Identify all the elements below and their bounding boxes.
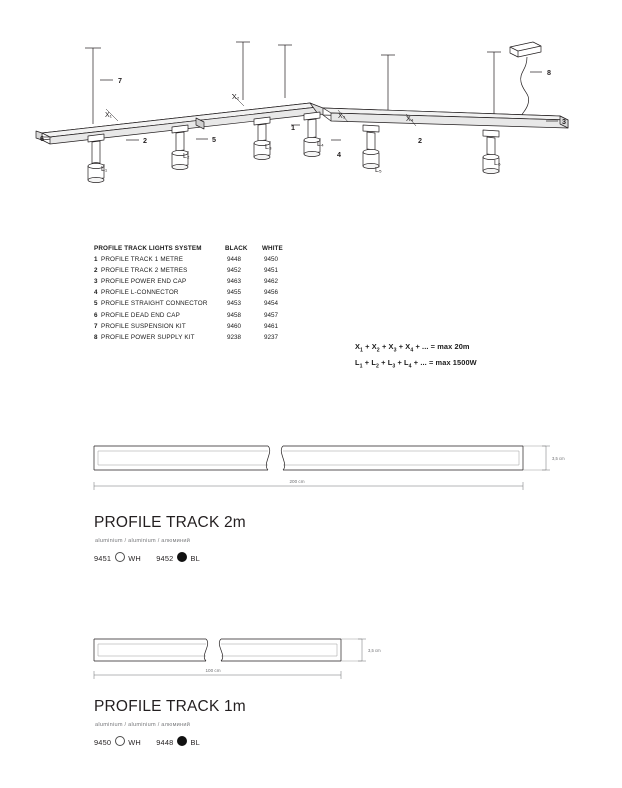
span-x3: X₃ [338, 113, 346, 120]
row-white-code: 9451 [264, 267, 279, 275]
max-power-formula: $L_1 + L_2 + L_3 + L_4$ + ... = max 1500W [355, 357, 477, 370]
callout-7: 7 [118, 76, 122, 85]
lamp-l4: L₄ [317, 141, 324, 148]
row-white-code: 9237 [264, 333, 279, 341]
row-number: 8 [94, 333, 98, 341]
label-white-2m: WH [128, 554, 141, 563]
span-x2: X₂ [232, 94, 240, 101]
limits-formulas [355, 341, 477, 373]
callout-5: 5 [212, 135, 216, 144]
max-length-formula: $X_1 + X_2 + X_3 + X_4$ + ... = max 20m [355, 342, 470, 354]
code-black-2m: 9452 [156, 554, 174, 563]
label-black-1m: BL [190, 738, 200, 747]
label-white-1m: WH [128, 738, 141, 747]
product-title-2m: PROFILE TRACK 2m [94, 514, 246, 531]
row-black-code: 9453 [227, 300, 242, 308]
swatch-white-icon [115, 552, 125, 562]
table-row [94, 310, 304, 321]
row-white-code: 9456 [264, 289, 279, 297]
callout-4: 4 [337, 150, 341, 159]
table-row [94, 254, 304, 265]
row-number: 1 [94, 256, 98, 264]
row-white-code: 9454 [264, 300, 279, 308]
swatch-white-icon [115, 736, 125, 746]
parts-table [94, 243, 304, 343]
row-number: 2 [94, 267, 98, 275]
row-white-code: 9462 [264, 278, 279, 286]
row-black-code: 9452 [227, 267, 242, 275]
code-black-1m: 9448 [156, 738, 174, 747]
code-white-2m: 9451 [94, 554, 112, 563]
dim-height-label-1m: 3,5 cm [368, 648, 381, 653]
label-black-2m: BL [190, 554, 200, 563]
swatch-black-icon [177, 552, 187, 562]
table-row [94, 332, 304, 343]
product-codes-1m [94, 736, 200, 747]
table-row [94, 321, 304, 332]
product-codes-2m [94, 552, 200, 563]
table-header-title: PROFILE TRACK LIGHTS SYSTEM [94, 245, 202, 252]
dim-length-label-2m: 200 cm [289, 479, 305, 484]
table-header-row [94, 243, 304, 254]
row-black-code: 9455 [227, 289, 242, 297]
row-black-code: 9238 [227, 333, 242, 341]
track-system-diagram [0, 0, 622, 215]
row-number: 5 [94, 300, 98, 308]
product-title-1m: PROFILE TRACK 1m [94, 698, 246, 715]
callout-2a: 2 [143, 136, 147, 145]
row-name: PROFILE POWER END CAP [101, 278, 187, 286]
row-number: 7 [94, 322, 98, 330]
callout-2b: 2 [418, 136, 422, 145]
row-white-code: 9450 [264, 256, 279, 264]
lamp-l2: L₂ [183, 153, 190, 160]
row-black-code: 9460 [227, 322, 242, 330]
callout-6: 6 [40, 134, 44, 143]
lamp-l5: L₅ [375, 167, 382, 174]
dim-length-label-1m: 100 cm [205, 668, 221, 673]
table-row [94, 265, 304, 276]
lamp-l6: L₆ [494, 160, 501, 167]
product-materials-2m: aluminium / aluminium / алюминий [95, 538, 191, 544]
row-number: 3 [94, 278, 98, 286]
row-number: 6 [94, 311, 98, 319]
callout-3: 3 [562, 117, 566, 126]
row-number: 4 [94, 289, 98, 297]
row-black-code: 9463 [227, 278, 242, 286]
row-name: PROFILE DEAD END CAP [101, 311, 180, 319]
table-row [94, 287, 304, 298]
span-x4: X₄ [406, 116, 414, 123]
row-name: PROFILE SUSPENSION KIT [101, 322, 186, 330]
row-name: PROFILE STRAIGHT CONNECTOR [101, 300, 208, 308]
row-name: PROFILE L-CONNECTOR [101, 289, 179, 297]
lamp-l1: L₁ [101, 166, 108, 173]
row-black-code: 9448 [227, 256, 242, 264]
row-name: PROFILE TRACK 2 METRES [101, 267, 188, 275]
swatch-black-icon [177, 736, 187, 746]
profile-track-1m-drawing [0, 625, 622, 702]
table-row [94, 298, 304, 309]
table-header-black: BLACK [225, 245, 248, 252]
row-white-code: 9457 [264, 311, 279, 319]
table-row [94, 276, 304, 287]
table-header-white: WHITE [262, 245, 283, 252]
product-materials-1m: aluminium / aluminium / алюминий [95, 722, 191, 728]
span-x1: X₁ [105, 112, 113, 119]
row-name: PROFILE POWER SUPPLY KIT [101, 333, 195, 341]
dim-height-label-2m: 3,5 cm [552, 456, 565, 461]
callout-8: 8 [547, 68, 551, 77]
lamp-l3: L₃ [265, 144, 272, 151]
code-white-1m: 9450 [94, 738, 112, 747]
profile-track-2m-drawing [0, 432, 622, 515]
row-name: PROFILE TRACK 1 METRE [101, 256, 184, 264]
callout-1a: 1 [291, 123, 295, 132]
row-white-code: 9461 [264, 322, 279, 330]
row-black-code: 9458 [227, 311, 242, 319]
